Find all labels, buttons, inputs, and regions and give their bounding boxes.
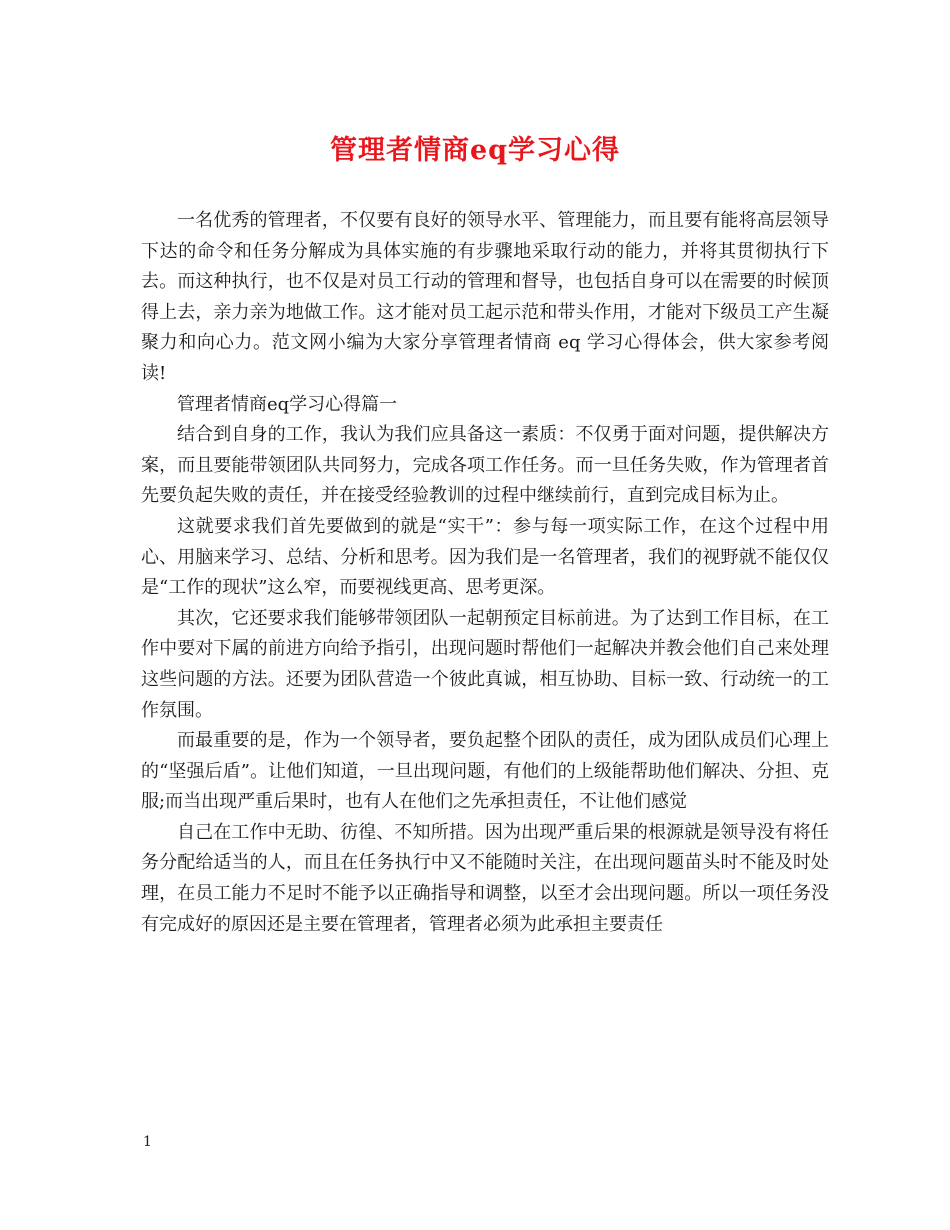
body-paragraph: 其次，它还要求我们能够带领团队一起朝预定目标前进。为了达到工作目标，在工作中要对下属的前进方向给予指引，出现问题时帮他们一起解决并教会他们自己来处理这些问题的方法。还要为团队营造一个彼此真诚，相互协助、目标一致、行动统一的工作氛围。 [141,607,829,721]
body-paragraph: 而最重要的是，作为一个领导者，要负起整个团队的责任，成为团队成员们心理上的“坚强后盾”。让他们知道，一旦出现问题，有他们的上级能帮助他们解决、分担、克服;而当出现严重后果时，也有人在他们之先承担责任，不让他们感觉 [141,730,829,813]
section-heading: 管理者情商eq学习心得篇一 [177,393,398,415]
intro-paragraph: 一名优秀的管理者，不仅要有良好的领导水平、管理能力，而且要有能将高层领导下达的命令和任务分解成为具体实施的有步骤地采取行动的能力，并将其贯彻执行下去。而这种执行，也不仅是对员工行动的管理和督导，也包括自身可以在需要的时候顶得上去，亲力亲为地做工作。这才能对员工起示范和带头作用，才能对下级员工产生凝聚力和向心力。范文网小编为大家分享管理者情商 eq 学习心得体会，供大家参考阅读! [141,210,829,384]
page-number: 1 [143,1134,152,1150]
document-title: 管理者情商eq学习心得 [329,135,621,166]
document-body [141,206,829,940]
body-paragraph: 这就要求我们首先要做到的就是“实干”：参与每一项实际工作，在这个过程中用心、用脑来学习、总结、分析和思考。因为我们是一名管理者，我们的视野就不能仅仅是“工作的现状”这么窄，而要视线更高、思考更深。 [141,515,829,599]
body-paragraph: 结合到自身的工作，我认为我们应具备这一素质：不仅勇于面对问题，提供解决方案，而且要能带领团队共同努力，完成各项工作任务。而一旦任务失败，作为管理者首先要负起失败的责任，并在接受经验教训的过程中继续前行，直到完成目标为止。 [141,424,829,507]
body-paragraph: 自己在工作中无助、彷徨、不知所措。因为出现严重后果的根源就是领导没有将任务分配给适当的人，而且在任务执行中又不能随时关注，在出现问题苗头时不能及时处理，在员工能力不足时不能予以正确指导和调整，以至才会出现问题。所以一项任务没有完成好的原因还是主要在管理者，管理者必须为此承担主要责任 [141,821,829,935]
